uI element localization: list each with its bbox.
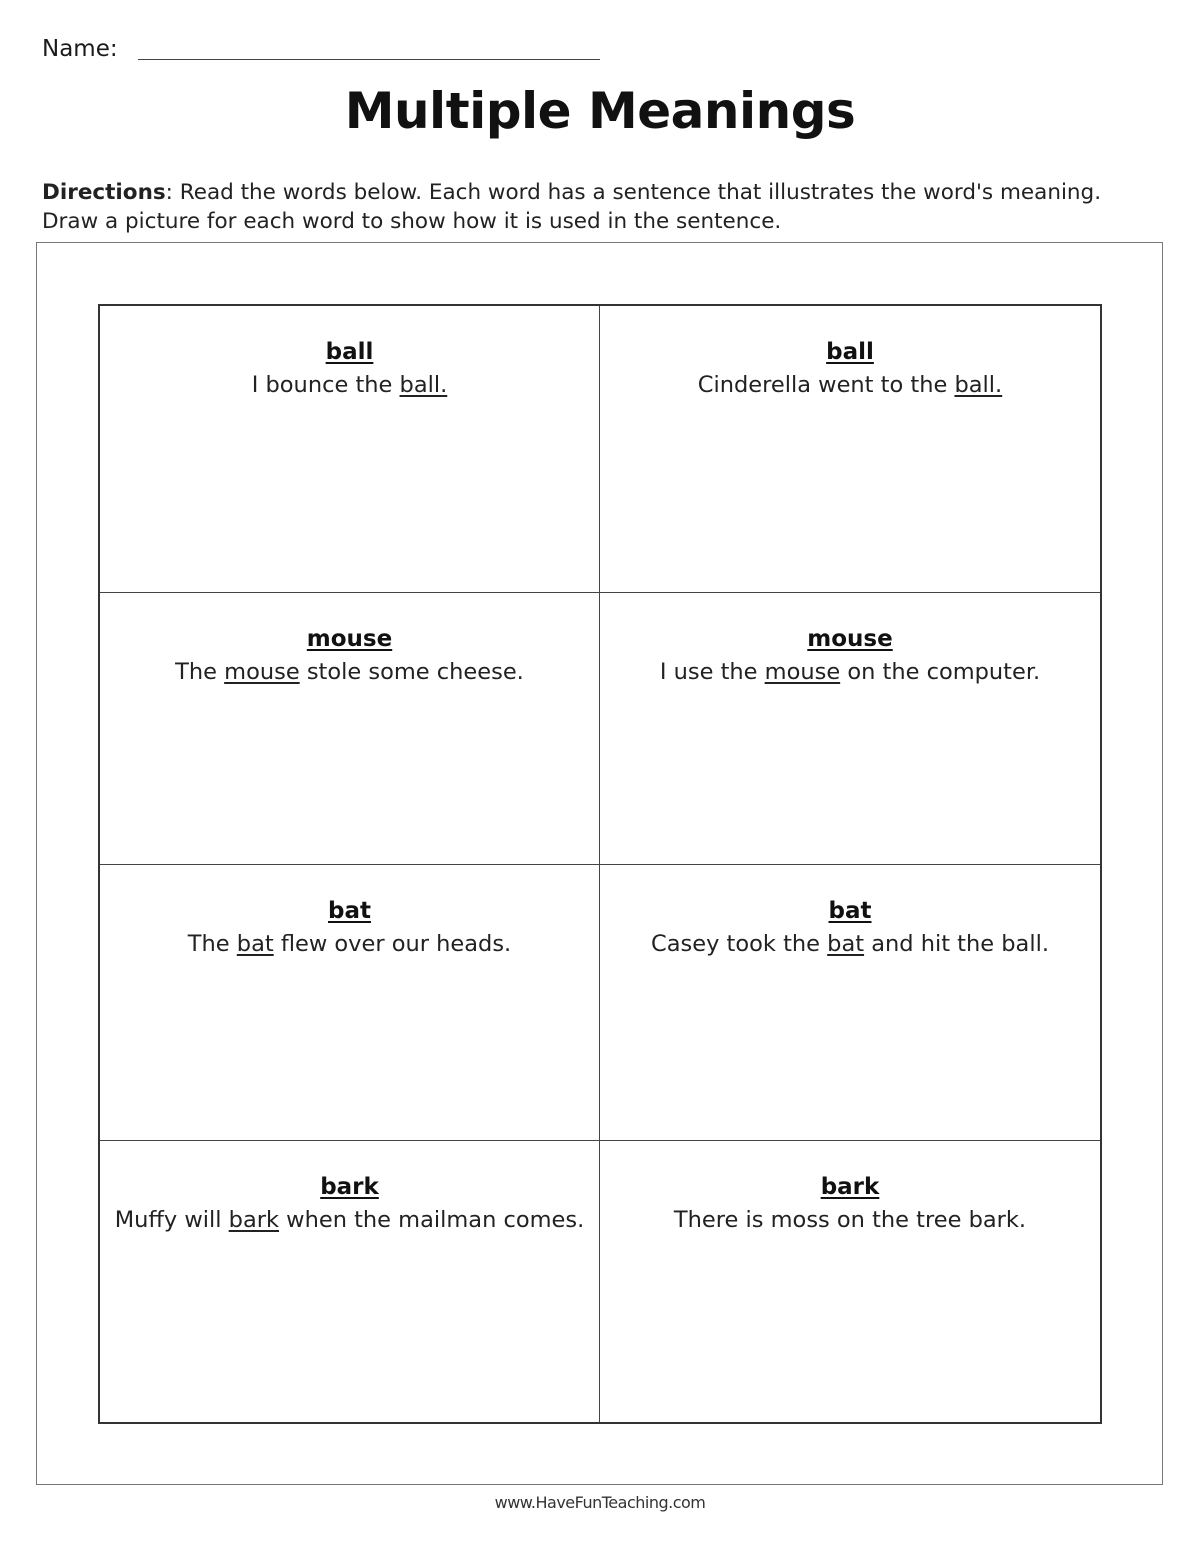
name-label: Name: (42, 36, 118, 62)
drawing-cell[interactable] (600, 1141, 1100, 1422)
vocab-word: mouse (306, 626, 393, 652)
name-write-line[interactable] (138, 59, 600, 60)
underlined-word: bat (236, 931, 274, 957)
underlined-word: mouse (224, 659, 300, 685)
example-sentence: Casey took the bat and hit the ball. (651, 931, 1049, 957)
drawing-cell[interactable] (100, 306, 600, 593)
drawing-cell[interactable] (600, 306, 1100, 593)
example-sentence: Muffy will bark when the mailman comes. (114, 1207, 585, 1233)
example-sentence: The bat flew over our heads. (187, 931, 512, 957)
vocab-word: mouse (807, 626, 893, 652)
underlined-word: ball. (954, 372, 1003, 398)
vocab-word: bat (828, 898, 872, 924)
example-sentence: Cinderella went to the ball. (697, 372, 1003, 398)
vocab-word: bark (320, 1174, 379, 1200)
example-sentence: The mouse stole some cheese. (175, 659, 524, 685)
drawing-cell[interactable] (100, 1141, 600, 1422)
underlined-word: bat (827, 931, 865, 957)
drawing-grid (98, 304, 1102, 1424)
underlined-word: mouse (764, 659, 841, 685)
directions-label: Directions (42, 180, 166, 205)
example-sentence: I bounce the ball. (251, 372, 448, 398)
directions-text: : Read the words below. Each word has a sentence that illustrates the word's meaning. Draw a picture for each word to show how it is used in the sentence. (42, 180, 1102, 234)
drawing-cell[interactable] (600, 865, 1100, 1141)
name-row (42, 34, 600, 64)
drawing-cell[interactable] (100, 865, 600, 1141)
underlined-word: ball. (399, 372, 448, 398)
drawing-cell[interactable] (600, 593, 1100, 865)
footer-url: www.HaveFunTeaching.com (494, 1493, 706, 1512)
example-sentence: I use the mouse on the computer. (659, 659, 1041, 685)
drawing-cell[interactable] (100, 593, 600, 865)
directions (42, 178, 1162, 236)
example-sentence: There is moss on the tree bark. (673, 1207, 1027, 1233)
underlined-word: bark (228, 1207, 280, 1233)
vocab-word: bark (820, 1174, 880, 1200)
vocab-word: ball (325, 339, 374, 365)
vocab-word: bat (328, 898, 371, 924)
vocab-word: ball (826, 339, 874, 365)
worksheet-title: Multiple Meanings (344, 82, 856, 140)
